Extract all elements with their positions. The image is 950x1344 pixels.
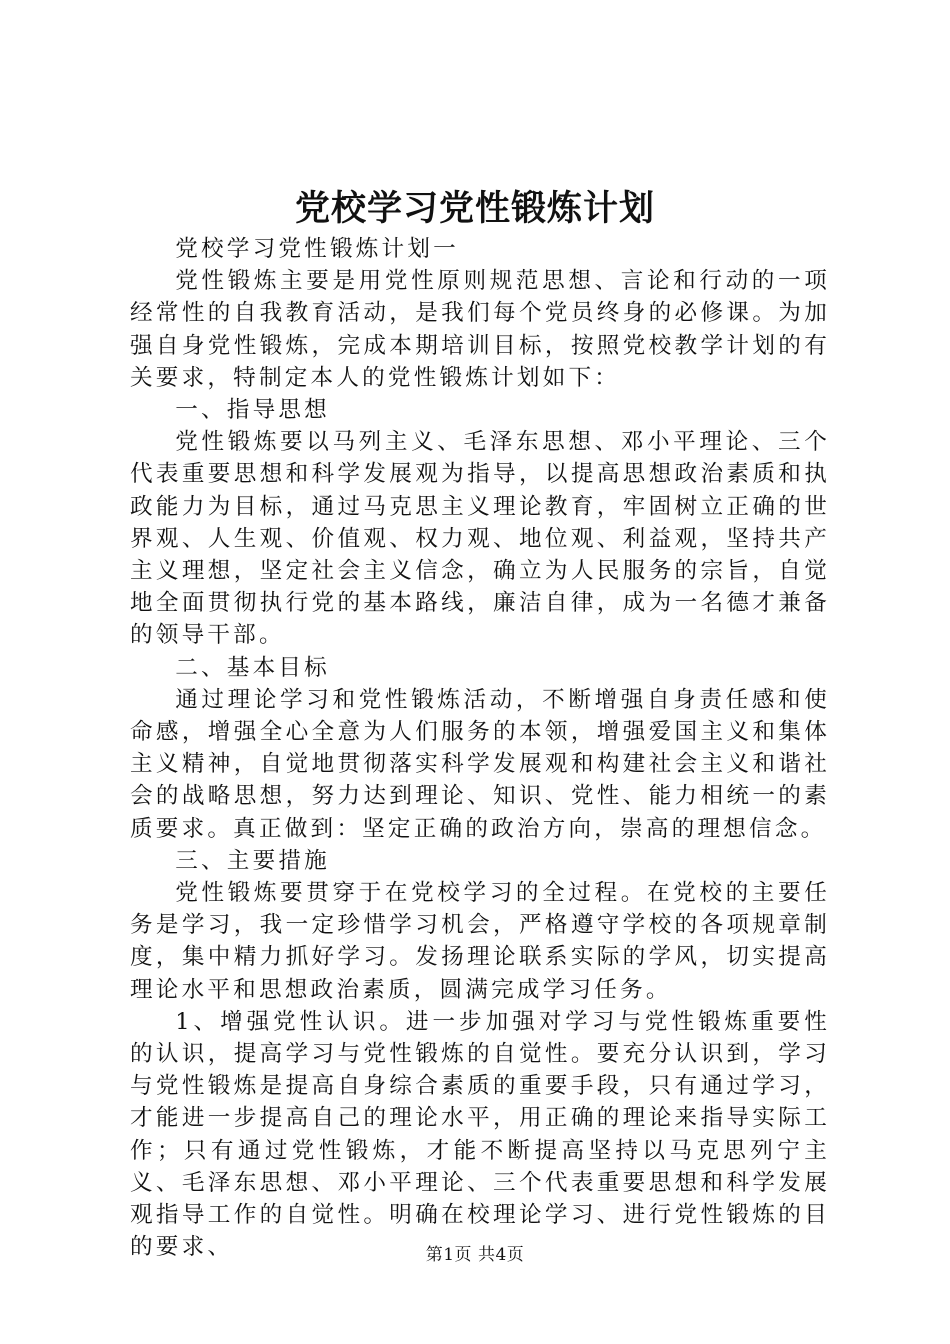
paragraph-intro: 党性锻炼主要是用党性原则规范思想、言论和行动的一项经常性的自我教育活动，是我们每个党员终身的必修课。为加强自身党性锻炼，完成本期培训目标，按照党校教学计划的有关要求，特制定本人的党性锻炼计划如下： bbox=[130, 268, 830, 391]
page-number-footer: 第1页 共4页 bbox=[425, 1245, 525, 1265]
paragraph-measure-1: 1、增强党性认识。进一步加强对学习与党性锻炼重要性的认识，提高学习与党性锻炼的自觉性。要充分认识到，学习与党性锻炼是提高自身综合素质的重要手段，只有通过学习，才能进一步提高自己的理论水平，用正确的理论来指导实际工作；只有通过党性锻炼，才能不断提高坚持以马克思列宁主义、毛泽东思想、邓小平理论、三个代表重要思想和科学发展观指导工作的自觉性。明确在校理论学习、进行党性锻炼的目的要求、 bbox=[130, 1008, 830, 1261]
paragraph-basic-goals: 通过理论学习和党性锻炼活动，不断增强自身责任感和使命感，增强全心全意为人们服务的本领，增强爱国主义和集体主义精神，自觉地贯彻落实科学发展观和构建社会主义和谐社会的战略思想，努力达到理论、知识、党性、能力相统一的素质要求。真正做到：坚定正确的政治方向，崇高的理想信念。 bbox=[130, 686, 830, 842]
paragraph-guiding-thought: 党性锻炼要以马列主义、毛泽东思想、邓小平理论、三个代表重要思想和科学发展观为指导，以提高思想政治素质和执政能力为目标，通过马克思主义理论教育，牢固树立正确的世界观、人生观、价值观、权力观、地位观、利益观，坚持共产主义理想，坚定社会主义信念，确立为人民服务的宗旨，自觉地全面贯彻执行党的基本路线，廉洁自律，成为一名德才兼备的领导干部。 bbox=[130, 429, 830, 649]
document-title: 党校学习党性锻炼计划 bbox=[294, 188, 655, 229]
section-heading-main-measures: 三、主要措施 bbox=[175, 847, 330, 874]
paragraph-subtitle: 党校学习党性锻炼计划一 bbox=[175, 236, 459, 262]
document-body bbox=[130, 233, 830, 1264]
section-heading-basic-goals: 二、基本目标 bbox=[175, 654, 330, 681]
paragraph-main-measures: 党性锻炼要贯穿于在党校学习的全过程。在党校的主要任务是学习，我一定珍惜学习机会，严格遵守学校的各项规章制度，集中精力抓好学习。发扬理论联系实际的学风，切实提高理论水平和思想政治素质，圆满完成学习任务。 bbox=[130, 880, 830, 1003]
section-heading-guiding-thought: 一、指导思想 bbox=[175, 397, 330, 424]
